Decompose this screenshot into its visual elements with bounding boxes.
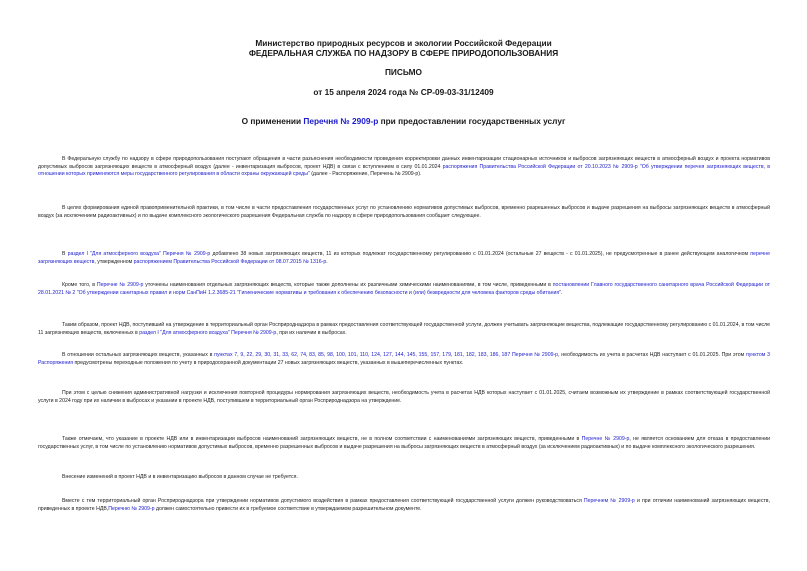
subject-text-end: при предоставлении государственных услуг <box>378 116 566 126</box>
paragraph-text: . <box>326 258 328 265</box>
paragraph-8 <box>38 436 770 451</box>
paragraph-text: уточнены наименования отдельных загрязняющих веществ, которые также дополнены их различными химическими наименованиями, в том числе, приведенными в <box>143 282 553 288</box>
document-subject <box>0 116 807 126</box>
perechen-2909-link[interactable]: Перечне № 2909-р <box>581 436 630 442</box>
paragraph-text: Таким образом, проект НДВ, поступивший на утверждение в территориальный орган Росприроднадзора в рамках предоставления соответствующей государственной услуги, должен учитывать загрязняющие вещества, подлежащие государственному регулированию с 01.01.2024, в том числе 11 загрязняющих веществ, включенных в <box>38 322 770 336</box>
paragraph-9: Внесение изменений в проект НДВ и в инвентаризацию выбросов в данном случае не требуется. <box>62 474 298 480</box>
paragraph-text: , утвержденном <box>94 258 134 265</box>
paragraph-7: При этом с целью снижения административной нагрузки и исключения повторной процедуры нормирования загрязняющих веществ, необходимость учета в расчетах НДВ которых наступает с 01.01.2025, считаем возможным их утверждение в рамках соответствующей государственной услуги в 2024 году при их наличии в выбросах и указании в проекте НДВ, поступившем в территориальный орган Росприроднадзора на утверждение. <box>38 390 770 404</box>
perechen-zv-link[interactable]: перечне загрязняющих веществ <box>38 251 770 265</box>
ministry-name: Министерство природных ресурсов и экологии Российской Федерации <box>255 38 552 48</box>
paragraph-5 <box>38 322 770 337</box>
paragraph-text: (далее - Распоряжение, Перечень № 2909-р). <box>309 171 422 178</box>
rasporyazhenie-2909-link[interactable]: распоряжения Правительства Российской Федерации от 20.10.2023 № 2909-р "Об утверждении перечня загрязняющих веществ, в отношении которых применяются меры государственного регулирования в области охраны окружающей среды" <box>38 163 770 178</box>
document-type: ПИСЬМО <box>384 67 423 77</box>
paragraph-2: В целях формирования единой правоприменительной практики, в том числе в части предоставления государственных услуг по установлению нормативов допустимых выбросов, временно разрешенных выбросов и выдаче разрешения на выбросы загрязняющих веществ в атмосферный воздух (за исключением радиоактивных) и по выдаче комплексного экологического разрешения Федеральная служба по надзору в сфере природопользования сообщает следующее. <box>38 205 770 219</box>
paragraph-text: Также отмечаем, что указание в проекте НДВ или в инвентаризации выбросов наименований загрязняющих веществ, не в полном соответствии с наименованиями загрязняющих веществ, приведенными в <box>62 436 582 442</box>
perechen-2909-link[interactable]: Перечнем № 2909-р <box>583 498 635 504</box>
paragraph-1 <box>38 156 770 179</box>
paragraph-text: , необходимость их учета в расчетах НДВ наступает с 01.01.2025. При этом <box>558 352 746 358</box>
paragraph-text: , не является основанием для отказа в предоставлении государственных услуг, в том числе по установлению нормативов допустимых выбросов, временно разрешенных выбросов и выдаче разрешения на выбросы загрязняющих веществ в атмосферный воздух (за исключением радиоактивных) и по выдаче комплексного экологического разрешения. <box>38 436 771 450</box>
paragraph-text: должен самостоятельно привести их в требуемое соответствие в утверждаемом разрешительном документе. <box>154 505 422 512</box>
document-date-number: от 15 апреля 2024 года № СР-09-03-31/12409 <box>313 87 494 97</box>
perechen-2909-link[interactable]: Перечне № 2909-р <box>96 282 144 288</box>
paragraph-text: добавлено 38 новых загрязняющих веществ, 11 из которых подлежат государственному регулированию с 01.01.2024 (остальные 27 веществ - с 01.01.2025), не предусмотренные в ранее действующем аналогичном <box>210 251 751 257</box>
paragraph-text: . <box>561 289 563 296</box>
paragraph-6 <box>38 352 770 367</box>
paragraph-text: В Федеральную службу по надзору в сфере природопользования поступают обращения в части разъяснения необходимости проведения корректировки данных инвентаризации стационарных источников и выбросов загрязняющих веществ в атмосферный воздух и проекта нормативов допустимых выбросов загрязняющих веществ в атмосферный воздух (далее - инвентаризация выбросов, проект НДВ) в связи с вступлением в силу 01.01.2024 <box>38 156 770 170</box>
punkty-perechnya-link[interactable]: пунктах 7, 9, 22, 29, 30, 31, 33, 62, 74, 83, 85, 98, 100, 101, 110, 124, 127, 144, 145, 155, 157, 179, 181, 182, 183, 186, 187 Перечня № 2909-р <box>214 352 559 358</box>
paragraph-text: В <box>62 251 68 257</box>
razdel-1-link[interactable]: раздел I "Для атмосферного воздуха" Перечня № 2909-р <box>67 251 211 257</box>
razdel-1-link[interactable]: раздел I "Для атмосферного воздуха" Перечня № 2909-р <box>139 329 277 336</box>
sanpin-postanovlenie-link[interactable]: постановлении Главного государственного санитарного врача Российской Федерации от 28.01.2021 № 2 "Об утверждении санитарных правил и норм СанПиН 1.2.3685-21 "Гигиенические нормативы и требования к обеспечению безопасности и (или) безвредности для человека факторов среды обитания" <box>38 282 770 296</box>
punkt-3-rasporyazheniya-link[interactable]: пунктом 3 Распоряжения <box>38 352 770 366</box>
rasporyazhenie-1316-link[interactable]: распоряжением Правительства Российской Федерации от 08.07.2015 № 1316-р <box>133 258 327 265</box>
subject-text-start: О применении <box>241 116 304 126</box>
paragraph-4 <box>38 282 770 297</box>
paragraph-text: Кроме того, в <box>62 282 97 288</box>
paragraph-text: и при отличии наименований загрязняющих веществ, приведенных в проекте НДВ, <box>38 498 770 512</box>
paragraph-text: , при их наличии в выбросах. <box>276 329 347 336</box>
paragraph-text: предусмотрены переходные положения по учету в природоохранной документации 27 новых загрязняющих веществ, указанных в вышеперечисленных пунктах. <box>73 359 464 366</box>
paragraph-10 <box>38 498 770 513</box>
perechen-2909-link[interactable]: Перечню № 2909-р <box>108 505 155 512</box>
paragraph-3 <box>38 251 770 266</box>
paragraph-text: Вместе с тем территориальный орган Росприроднадзора при утверждении нормативов допустимого воздействия в рамках предоставления соответствующей государственной услуги должен руководствоваться <box>62 498 584 504</box>
subject-perechen-link[interactable]: Перечня № 2909-р <box>303 116 379 126</box>
service-name: ФЕДЕРАЛЬНАЯ СЛУЖБА ПО НАДЗОРУ В СФЕРЕ ПРИРОДОПОЛЬЗОВАНИЯ <box>248 48 559 58</box>
paragraph-text: В отношении остальных загрязняющих веществ, указанных в <box>62 352 215 358</box>
